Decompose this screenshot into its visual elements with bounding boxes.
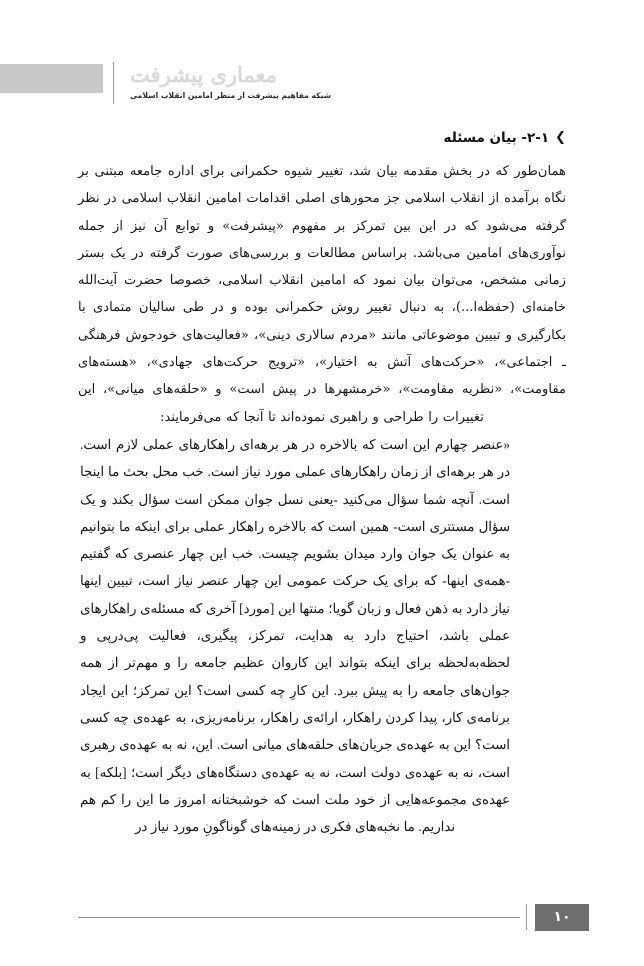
page-header <box>0 62 644 114</box>
footer-tick-mark <box>526 904 527 930</box>
footer-rule <box>78 917 520 918</box>
header-accent-bar <box>0 64 103 93</box>
quotation-block: «عنصر چهارم این است که بالاخره در هر برهه‌ای راهکارهای عملی لازم است. در هر برهه‌ای از زمان راهکارهای عملی مورد نیاز است. خب محل بحث ما اینجا است. آنچه شما سؤال می‌کنید -یعنی نسل جوان ممکن است سؤال بکند و یک سؤال مستتری است- همین است که بالاخره راهکار عملی برای اینکه ما بتوانیم به عنوان یک جوان وارد میدان بشویم چیست. خب این چهار عنصری که گفتیم -همه‌ی اینها- که برای یک حرکت عمومی این چهار عنصر نیاز است، تبیین اینها نیاز دارد به ذهن فعال و زبان گویا؛ منتها این [مورد] آخری که مسئله‌ی راهکارهای عملی باشد، احتیاج دارد به هدایت، تمرکز، پیگیری، فعالیت پی‌درپی و لحظه‌به‌لحظه برای اینکه بتواند این کاروان عظیم جامعه را و مهم‌تر از همه جوان‌های جامعه را به پیش ببرد. این کارِ چه کسی است؟ این تمرکز؛ این ایجاد برنامه‌ی کار، پیدا کردن راهکار، ارائه‌ی راهکار، برنامه‌ریزی، به عهده‌ی چه کسی است؟ این به عهده‌ی جریان‌های حلقه‌های میانی است. این، نه به عهده‌ی رهبری است، نه به عهده‌ی دولت است، نه به عهده‌ی دستگاه‌های دیگر است؛ [بلکه] به عهده‌ی مجموعه‌هایی از خود ملت است که خوشبختانه امروز ما این را کم هم نداریم. ما نخبه‌های فکری در زمینه‌های گوناگونِ مورد نیاز در <box>80 436 510 835</box>
header-subtitle: شبکه مفاهیم پیشرفت از منظر امامین انقلاب اسلامی <box>130 91 332 101</box>
page-footer <box>0 900 644 934</box>
section-heading <box>78 130 566 146</box>
header-branding <box>124 62 644 101</box>
logo-wordmark: معماری پیشرفت <box>130 62 277 87</box>
body-paragraph: همان‌طور که در بخش مقدمه بیان شد، تغییر شیوه حکمرانی برای اداره جامعه مبتنی بر نگاه برآمده از انقلاب اسلامی جز محورهای اصلی اقدامات امامین انقلاب اسلامی در نظر گرفته می‌شود که در این بین تمرکز بر مفهوم «پیشرفت» و توابع آن نیز از جمله نوآوری‌های امامین می‌باشد. براساس مطالعات و بررسی‌های صورت گرفته در یک بستر زمانی مشخص، می‌توان بیان نمود که امامین انقلاب اسلامی، خصوصا حضرت آیت‌الله خامنه‌ای (حفظه‌ا...)، به دنبال تغییر روش حکمرانی بوده و در طی سالیان متمادی با بکارگیری و تبیین موضوعاتی مانند «مردم سالاری دینی»، «فعالیت‌های خودجوش فرهنگی ـ اجتماعی»، «حرکت‌های آتش به اختیار»، «ترویج حرکت‌های جهادی»، «هسته‌های مقاومت»، «نظریه مقاومت»، «خرمشهرها در پیش است» و «حلقه‌های میانی»، این تغییرات را طراحی و راهبری نموده‌اند تا آنجا که می‌فرمایند: <box>78 164 566 425</box>
page-number: ۱۰ <box>535 904 589 931</box>
section-heading-label: ۲-۱- بیان مسئله <box>443 130 550 146</box>
chevron-right-icon: ❯ <box>555 130 566 145</box>
header-divider <box>113 62 114 104</box>
page-content <box>78 130 566 840</box>
